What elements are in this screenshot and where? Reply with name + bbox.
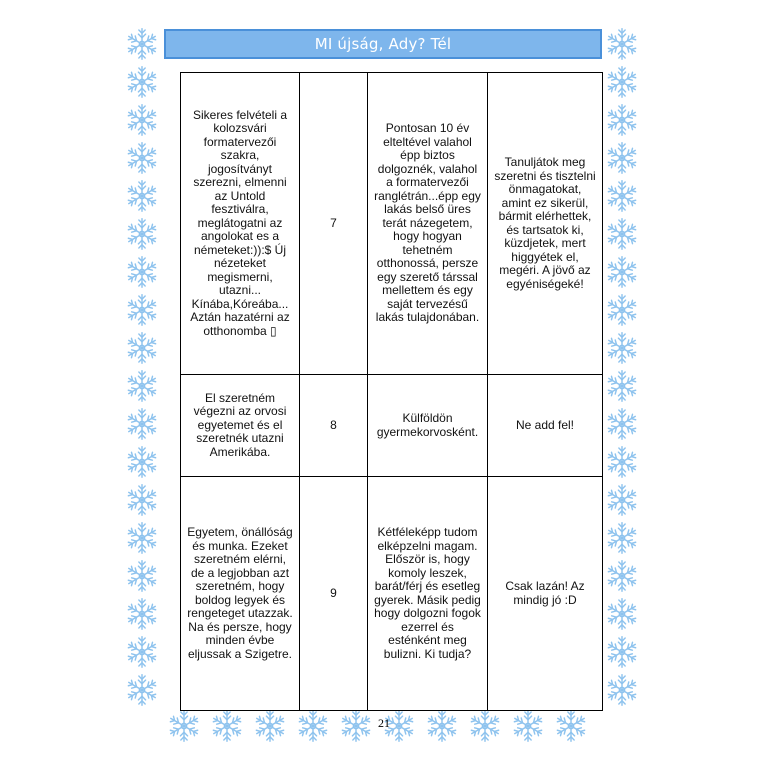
future-cell: Pontosan 10 év elteltével valahol épp biztos dolgoznék, valahol a formatervezői ranglétrán...épp egy lakás belső üres terát názegetem, hogy hogyan tehetném otthonossá, persze egy szerető társsal mellettem és egy saját tervezésű lakás tulajdonában. [368,73,488,375]
snowflake-icon [124,216,160,252]
advice-cell: Tanuljátok meg szeretni és tisztelni önmagatokat, amint ez sikerül, bármit elérhettek, és tartsatok ki, küzdjetek, mert higgyétek el, megéri. A jövő az egyéniségeké! [488,73,603,375]
snowflake-icon [124,330,160,366]
table-row [181,375,603,477]
snowflake-icon [604,596,640,632]
snowflake-icon [124,102,160,138]
snowflake-icon [124,596,160,632]
number-cell: 9 [300,477,368,711]
snowflake-icon [604,368,640,404]
future-cell: Külföldön gyermekorvosként. [368,375,488,477]
table-row [181,477,603,711]
number-cell: 7 [300,73,368,375]
goals-cell: El szeretném végezni az orvosi egyetemet és el szeretnék utazni Amerikába. [181,375,300,477]
snowflake-icon [604,216,640,252]
goals-cell: Egyetem, önállóság és munka. Ezeket szeretném elérni, de a legjobban azt szeretném, hogy boldog legyek és rengeteget utazzak. Na és persze, hogy minden évbe eljussak a Szigetre. [181,477,300,711]
snowflake-icon [124,178,160,214]
advice-cell: Ne add fel! [488,375,603,477]
snowflake-icon [604,102,640,138]
snowflake-icon [604,64,640,100]
snowflake-icon [252,708,288,744]
snowflake-icon [124,368,160,404]
snowflake-icon [604,292,640,328]
page-number: 21 [378,716,390,730]
snowflake-icon [604,178,640,214]
snowflake-icon [124,64,160,100]
snowflake-icon [604,520,640,556]
snowflake-icon [553,708,589,744]
snowflake-icon [338,708,374,744]
snowflake-icon [604,254,640,290]
snowflake-icon [124,292,160,328]
snowflake-icon [124,26,160,62]
snowflake-icon [604,558,640,594]
snowflake-icon [604,444,640,480]
title-banner [164,29,602,59]
snowflake-icon [124,634,160,670]
snowflake-icon [124,672,160,708]
snowflake-icon [510,708,546,744]
snowflake-icon [124,254,160,290]
answers-table [180,72,603,711]
snowflake-icon [124,558,160,594]
snowflake-icon [295,708,331,744]
snowflake-icon [124,406,160,442]
snowflake-icon [124,520,160,556]
goals-cell: Sikeres felvételi a kolozsvári formatervezői szakra, jogosítványt szerezni, elmenni az Untold fesztiválra, meglátogatni az angolokat es a németeket:)):$ Új nézeteket megismerni, utazni... Kínába,Kóreába... Aztán hazatérni az otthonomba ▯ [181,73,300,375]
future-cell: Kétféleképp tudom elképzelni magam. Először is, hogy komoly leszek, barát/férj és esetleg gyerek. Másik pedig hogy dolgozni fogok ezerrel és esténként meg bulizni. Ki tudja? [368,477,488,711]
snowflake-icon [124,140,160,176]
snowflake-icon [604,482,640,518]
snowflake-icon [124,482,160,518]
snowflake-icon [467,708,503,744]
snowflake-icon [124,444,160,480]
snowflake-icon [604,140,640,176]
snowflake-icon [604,672,640,708]
snowflake-icon [424,708,460,744]
snowflake-icon [604,634,640,670]
snowflake-icon [604,330,640,366]
snowflake-icon [604,26,640,62]
number-cell: 8 [300,375,368,477]
page-title: MI újság, Ady? Tél [314,35,452,53]
advice-cell: Csak lazán! Az mindig jó :D [488,477,603,711]
table-row [181,73,603,375]
snowflake-icon [166,708,202,744]
snowflake-icon [604,406,640,442]
snowflake-icon [209,708,245,744]
